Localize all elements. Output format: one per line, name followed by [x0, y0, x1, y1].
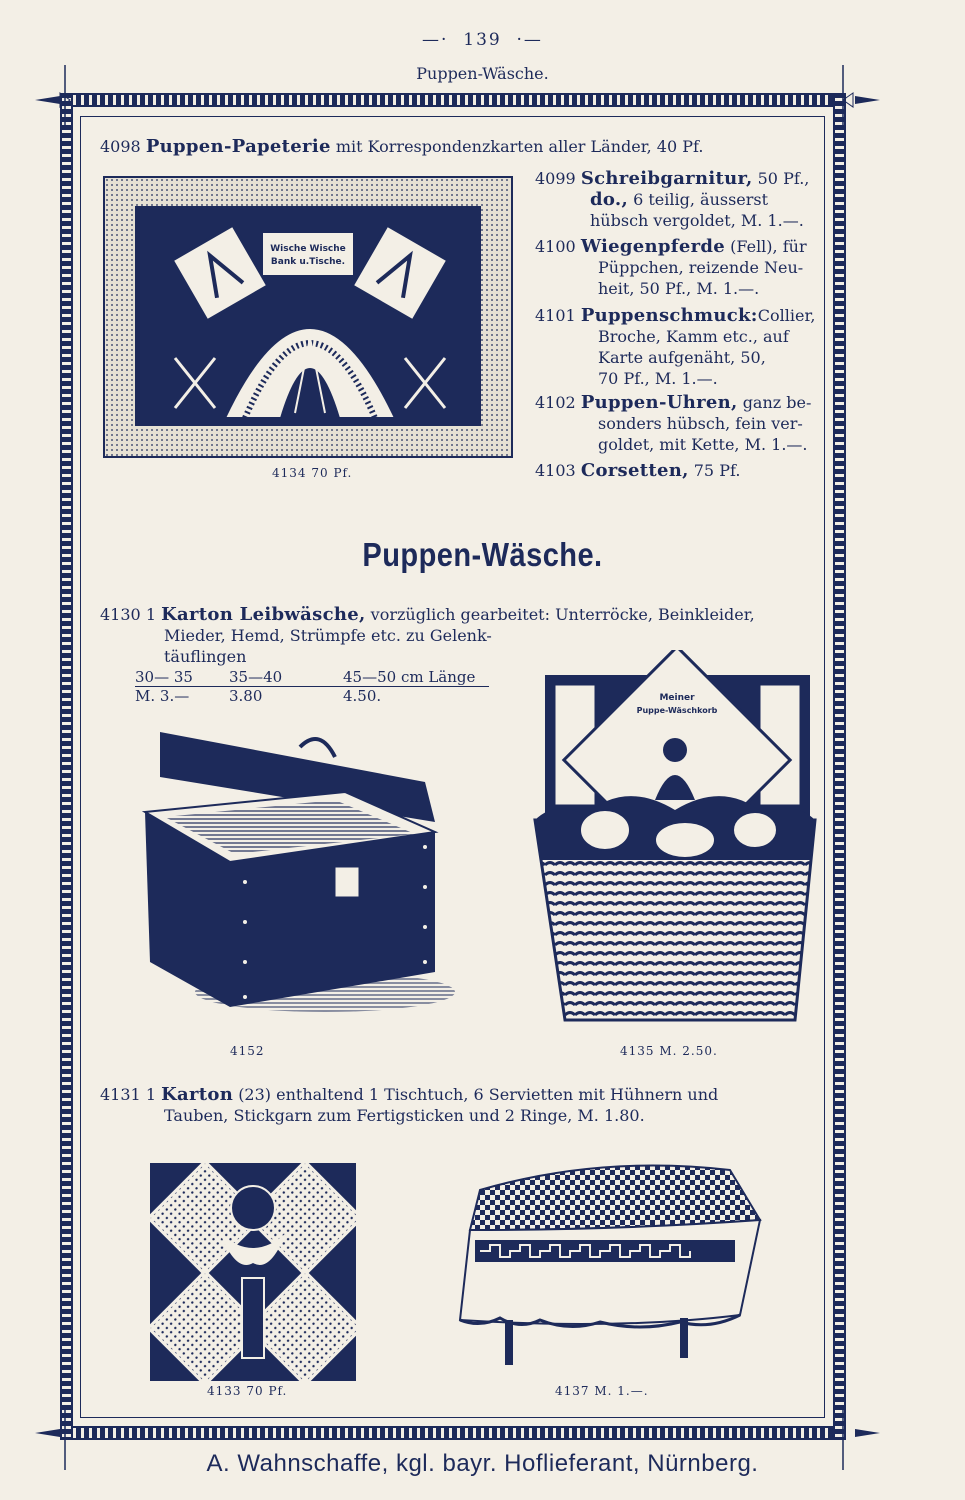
caption-4133: 4133 70 Pf.	[207, 1384, 288, 1398]
item-4100	[535, 236, 825, 299]
item-4131	[100, 1084, 825, 1126]
page-number: —· 139 ·—	[422, 30, 543, 50]
item-line: 75 Pf.	[693, 461, 741, 480]
item-line: hübsch vergoldet, M. 1.—.	[590, 211, 804, 230]
item-line: sonders hübsch, fein ver-	[598, 414, 803, 433]
box-label-line2: Bank u.Tische.	[270, 257, 346, 267]
item-line: ganz be-	[742, 393, 812, 412]
caption-4135: 4135 M. 2.50.	[620, 1044, 718, 1058]
item-number: 4099	[535, 169, 576, 188]
item-4102	[535, 392, 825, 455]
publisher-footer: A. Wahnschaffe, kgl. bayr. Hoflieferant, Nürnberg.	[206, 1450, 759, 1477]
frame-left-border	[60, 93, 73, 1438]
size-row	[135, 668, 489, 687]
item-line: 50 Pf.,	[757, 169, 810, 188]
section-title: Puppen-Wäsche.	[362, 536, 603, 573]
caption-4137: 4137 M. 1.—.	[555, 1384, 649, 1398]
size-cell: 45—50 cm Länge	[343, 668, 476, 686]
caption-4152: 4152	[230, 1044, 265, 1058]
item-line: goldet, mit Kette, M. 1.—.	[598, 435, 808, 454]
item-4099	[535, 168, 825, 231]
page-number-value: 139	[463, 30, 502, 50]
stationery-box-drawing	[105, 178, 511, 456]
item-text: mit Korrespondenzkarten aller Länder, 40 Pf.	[335, 137, 704, 156]
item-line: Karte aufgenäht, 50,	[598, 348, 766, 367]
frame-bottom-border	[60, 1426, 846, 1440]
item-number: 4102	[535, 393, 576, 412]
item-4101	[535, 305, 825, 389]
item-name: Karton	[161, 1084, 234, 1105]
item-line: Mieder, Hemd, Strümpfe etc. zu Gelenk-	[164, 626, 492, 645]
item-name: Corsetten,	[580, 460, 689, 481]
item-quantity: 1	[145, 1085, 156, 1104]
item-line: 6 teilig, äusserst	[633, 190, 769, 209]
size-cell: 35—40	[229, 668, 283, 686]
item-number: 4100	[535, 237, 576, 256]
item-name: Puppen-Papeterie	[145, 136, 331, 157]
item-line: heit, 50 Pf., M. 1.—.	[598, 279, 760, 298]
running-head: Puppen-Wäsche.	[416, 64, 549, 83]
item-line: (Fell), für	[730, 237, 807, 256]
price-cell: 3.80	[229, 687, 263, 705]
price-row	[135, 687, 489, 706]
item-line: (23) enthaltend 1 Tischtuch, 6 Servietten mit Hühnern und	[238, 1085, 719, 1104]
item-4103	[535, 460, 740, 481]
ornament-right-top-icon	[815, 60, 885, 130]
basket-label-line2: Puppe-Wäschkorb	[636, 706, 718, 715]
laundry-basket-illustration	[525, 650, 825, 1035]
item-4098	[100, 136, 703, 157]
price-cell: 4.50.	[343, 687, 382, 705]
item-number: 4098	[100, 137, 141, 156]
item-name: Puppenschmuck:	[580, 305, 758, 326]
item-line: vorzüglich gearbeitet: Unterröcke, Beinkleider,	[370, 605, 755, 624]
item-quantity: 1	[145, 605, 156, 624]
item-number: 4101	[535, 306, 576, 325]
item-line: 70 Pf., M. 1.—.	[598, 369, 718, 388]
caption-4134: 4134 70 Pf.	[272, 466, 353, 480]
item-line: Collier,	[757, 306, 816, 325]
napkin-set-illustration	[150, 1163, 356, 1381]
item-number: 4103	[535, 461, 576, 480]
frame-top-border	[60, 93, 846, 107]
box-label-line1: Wische Wische	[270, 244, 346, 254]
item-line: Tauben, Stickgarn zum Fertigsticken und 2 Ringe, M. 1.80.	[164, 1106, 645, 1125]
basket-label-line1: Meiner	[659, 693, 695, 703]
item-number: 4130	[100, 605, 141, 624]
ornament-left-top-icon	[30, 60, 90, 130]
frame-right-border	[833, 93, 846, 1438]
size-price-table	[135, 668, 489, 705]
item-number: 4131	[100, 1085, 141, 1104]
stationery-box-illustration	[103, 176, 513, 458]
item-name: Schreibgarnitur,	[580, 168, 753, 189]
item-line: Püppchen, reizende Neu-	[598, 258, 804, 277]
doll-trunk-illustration	[105, 722, 455, 1032]
doll-table-illustration	[440, 1150, 770, 1380]
item-name: Wiegenpferde	[580, 236, 726, 257]
price-cell: M. 3.—	[135, 687, 190, 705]
item-name-do: do.,	[590, 189, 629, 210]
size-cell: 30— 35	[135, 668, 193, 686]
item-name: Puppen-Uhren,	[580, 392, 738, 413]
item-line: täuflingen	[164, 647, 247, 666]
item-name: Karton Leibwäsche,	[161, 604, 366, 625]
item-line: Broche, Kamm etc., auf	[598, 327, 789, 346]
